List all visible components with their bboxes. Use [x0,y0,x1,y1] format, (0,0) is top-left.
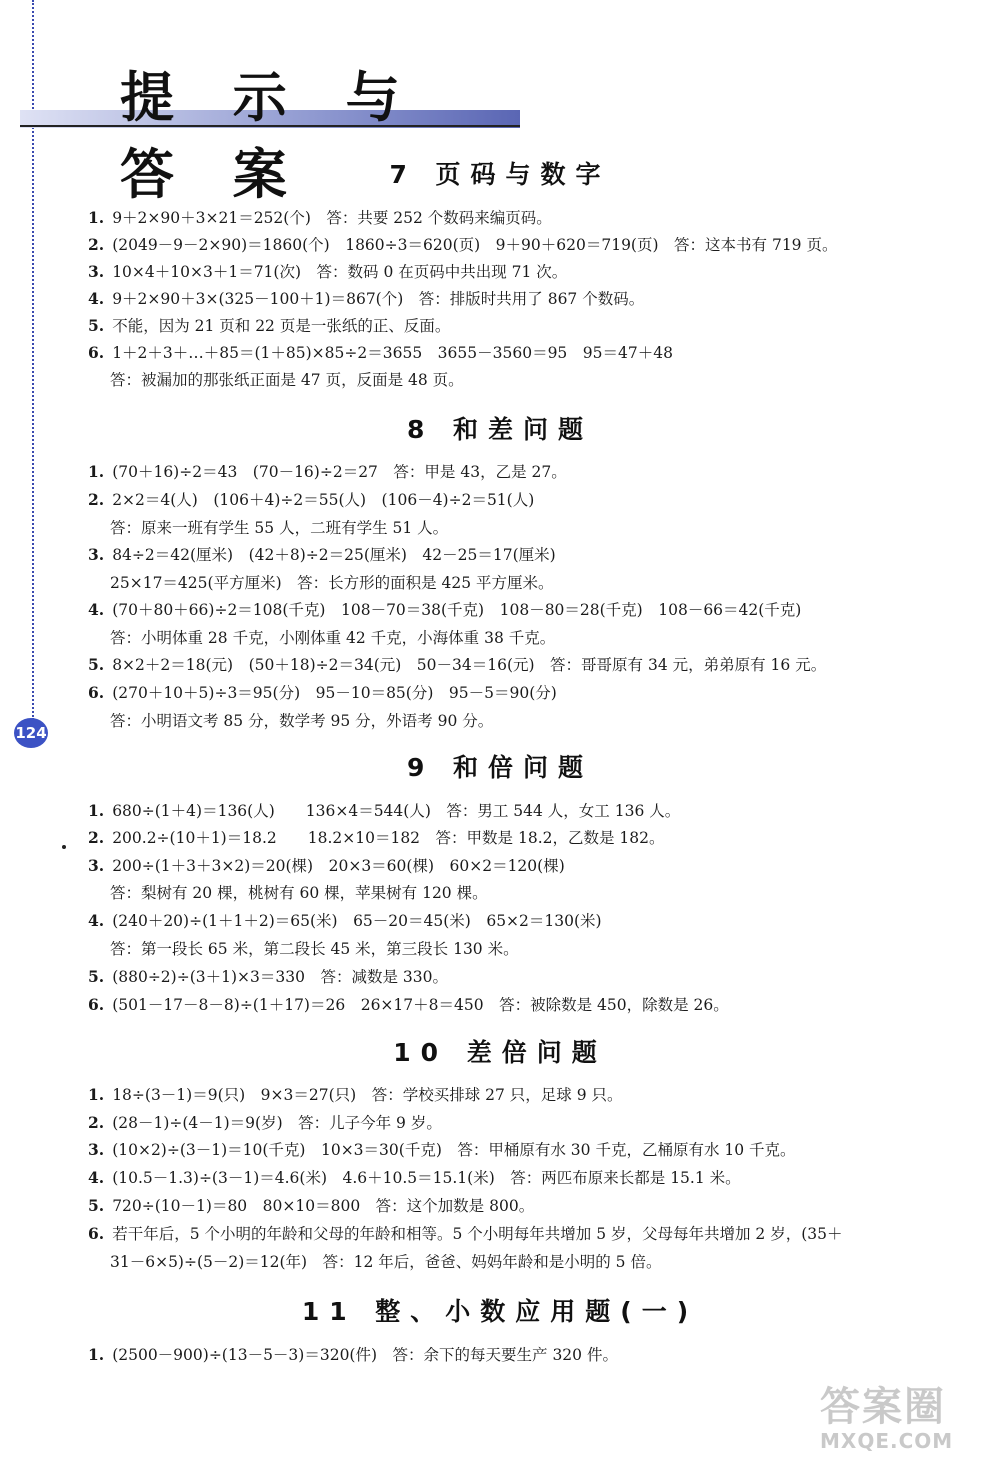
answer-line [110,709,493,731]
item-number: 5. [88,316,105,335]
item-number: 4. [88,289,105,308]
answer-text: 9＋2×90＋3×21＝252(个) 答：共要 252 个数码来编页码。 [112,209,552,227]
item-number: 1. [88,1085,105,1104]
item-number: 6. [88,995,105,1014]
answer-text: 若干年后，5 个小明的年龄和父母的年龄和相等。5 个小明每年共增加 5 岁，父母每年共增加 2 岁，(35＋ [112,1225,843,1243]
answer-text: 答：小明语文考 85 分，数学考 95 分，外语考 90 分。 [110,712,494,730]
item-number: 1. [88,208,105,227]
item-number: 4. [88,600,105,619]
answer-line [110,1250,661,1272]
answer-text: (270＋10＋5)÷3＝95(分) 95－10＝85(分) 95－5＝90(分) [112,684,557,702]
answer-line [88,460,567,482]
answer-line [88,543,556,565]
item-number: 2. [88,1113,105,1132]
item-number: 2. [88,828,105,847]
answer-line [88,341,673,363]
answer-text: 720÷(10－1)＝80 80×10＝800 答：这个加数是 800。 [112,1197,535,1215]
answer-line [88,799,680,821]
answer-text: 不能，因为 21 页和 22 页是一张纸的正、反面。 [112,317,451,335]
answer-line [110,571,554,593]
answer-line [88,993,729,1015]
item-number: 6. [88,343,105,362]
watermark-logo-text: 答案圈 [820,1384,946,1430]
item-number: 1. [88,1345,105,1364]
answer-text: (10×2)÷(3－1)＝10(千克) 10×3＝30(千克) 答：甲桶原有水 30 千克，乙桶原有水 10 千克。 [112,1141,796,1159]
item-number: 3. [88,856,105,875]
answer-text: 答：第一段长 65 米，第二段长 45 米，第三段长 130 米。 [110,940,519,958]
answer-line [88,260,567,282]
answer-text: 18÷(3－1)＝9(只) 9×3＝27(只) 答：学校买排球 27 只，足球 9 只。 [112,1086,623,1104]
answer-text: 8×2＋2＝18(元) (50＋18)÷2＝34(元) 50－34＝16(元) 答：哥哥原有 34 元，弟弟原有 16 元。 [112,656,827,674]
answer-line [88,1222,842,1244]
section-title-11: 11 整、小数应用题(一) [301,1297,699,1326]
answer-text: (880÷2)÷(3＋1)×3＝330 答：减数是 330。 [112,968,448,986]
answer-text: 680÷(1＋4)＝136(人) 136×4＝544(人) 答：男工 544 人，女工 136 人。 [112,802,681,820]
answer-text: (501－17－8－8)÷(1＋17)＝26 26×17＋8＝450 答：被除数是 450，除数是 26。 [112,996,729,1014]
answer-text: (10.5－1.3)÷(3－1)＝4.6(米) 4.6＋10.5＝15.1(米) 答：两匹布原来长都是 15.1 米。 [112,1169,741,1187]
section-title-7: 7 页码与数字 [389,160,611,189]
answer-line [88,206,552,228]
answer-text: 10×4＋10×3＋1＝71(次) 答：数码 0 在页码中共出现 71 次。 [112,263,568,281]
answer-line [88,314,450,336]
item-number: 1. [88,462,105,481]
item-number: 3. [88,1140,105,1159]
answer-line [88,1166,741,1188]
answer-line [88,854,565,876]
answer-line [110,881,488,903]
answer-line [88,1111,442,1133]
answer-text: 答：梨树有 20 棵，桃树有 60 棵，苹果树有 120 棵。 [110,884,488,902]
answer-line [88,1083,623,1105]
answer-line [88,1343,618,1365]
answer-line [110,368,464,390]
answer-line [88,488,534,510]
item-number: 5. [88,1196,105,1215]
answer-text: 200.2÷(10＋1)＝18.2 18.2×10＝182 答：甲数是 18.2，乙数是 182。 [112,829,665,847]
answer-line [88,681,557,703]
answer-line [88,909,602,931]
answer-text: 9＋2×90＋3×(325－100＋1)＝867(个) 答：排版时共用了 867 个数码。 [112,290,645,308]
item-number: 3. [88,545,105,564]
answer-text: 31－6×5)÷(5－2)＝12(年) 答：12 年后，爸爸、妈妈年龄和是小明的 5 倍。 [110,1253,662,1271]
answer-text: (28－1)÷(4－1)＝9(岁) 答：儿子今年 9 岁。 [112,1114,442,1132]
item-number: 2. [88,235,105,254]
answer-line [110,937,519,959]
answer-line [88,287,644,309]
item-number: 2. [88,490,105,509]
answer-text: 200÷(1＋3＋3×2)＝20(棵) 20×3＝60(棵) 60×2＝120(棵) [112,857,565,875]
item-number: 6. [88,683,105,702]
answer-line [110,626,555,648]
answer-text: (240＋20)÷(1＋1＋2)＝65(米) 65－20＝45(米) 65×2＝130(米) [112,912,602,930]
answer-text: (2049－9－2×90)＝1860(个) 1860÷3＝620(页) 9＋90＋620＝719(页) 答：这本书有 719 页。 [112,236,838,254]
answer-text: 答：原来一班有学生 55 人，二班有学生 51 人。 [110,519,449,537]
answer-text: 84÷2＝42(厘米) (42＋8)÷2＝25(厘米) 42－25＝17(厘米) [112,546,556,564]
section-title-8: 8 和差问题 [406,415,594,444]
item-number: 5. [88,655,105,674]
answer-text: 答：被漏加的那张纸正面是 47 页，反面是 48 页。 [110,371,464,389]
page-title: 提 示 与 答 案 [120,65,420,206]
answer-line [110,516,448,538]
answer-line [88,1194,534,1216]
answer-text: (2500－900)÷(13－5－3)＝320(件) 答：余下的每天要生产 320 件。 [112,1346,618,1364]
answer-line [88,233,837,255]
item-number: 3. [88,262,105,281]
answer-text: 1＋2＋3＋…＋85＝(1＋85)×85÷2＝3655 3655－3560＝95 95＝47＋48 [112,344,673,362]
section-title-9: 9 和倍问题 [406,753,594,782]
watermark-url: MXQE.COM [820,1429,954,1453]
answer-line [88,1138,796,1160]
item-number: 1. [88,801,105,820]
answer-text: 25×17＝425(平方厘米) 答：长方形的面积是 425 平方厘米。 [110,574,554,592]
site-watermark [820,1385,990,1460]
answer-line [88,826,665,848]
answer-text: (70＋80＋66)÷2＝108(千克) 108－70＝38(千克) 108－80＝28(千克) 108－66＝42(千克) [112,601,802,619]
page-number-badge: 124 [14,718,48,748]
answer-line [88,653,826,675]
item-number: 5. [88,967,105,986]
item-number: 6. [88,1224,105,1243]
stray-dot [62,845,66,849]
answer-line [88,598,801,620]
item-number: 4. [88,1168,105,1187]
answer-text: (70＋16)÷2＝43 (70－16)÷2＝27 答：甲是 43，乙是 27。 [112,463,567,481]
item-number: 4. [88,911,105,930]
answer-text: 答：小明体重 28 千克，小刚体重 42 千克，小海体重 38 千克。 [110,629,556,647]
answer-line [88,965,448,987]
answer-text: 2×2＝4(人) (106＋4)÷2＝55(人) (106－4)÷2＝51(人) [112,491,535,509]
section-title-10: 10 差倍问题 [393,1038,607,1067]
